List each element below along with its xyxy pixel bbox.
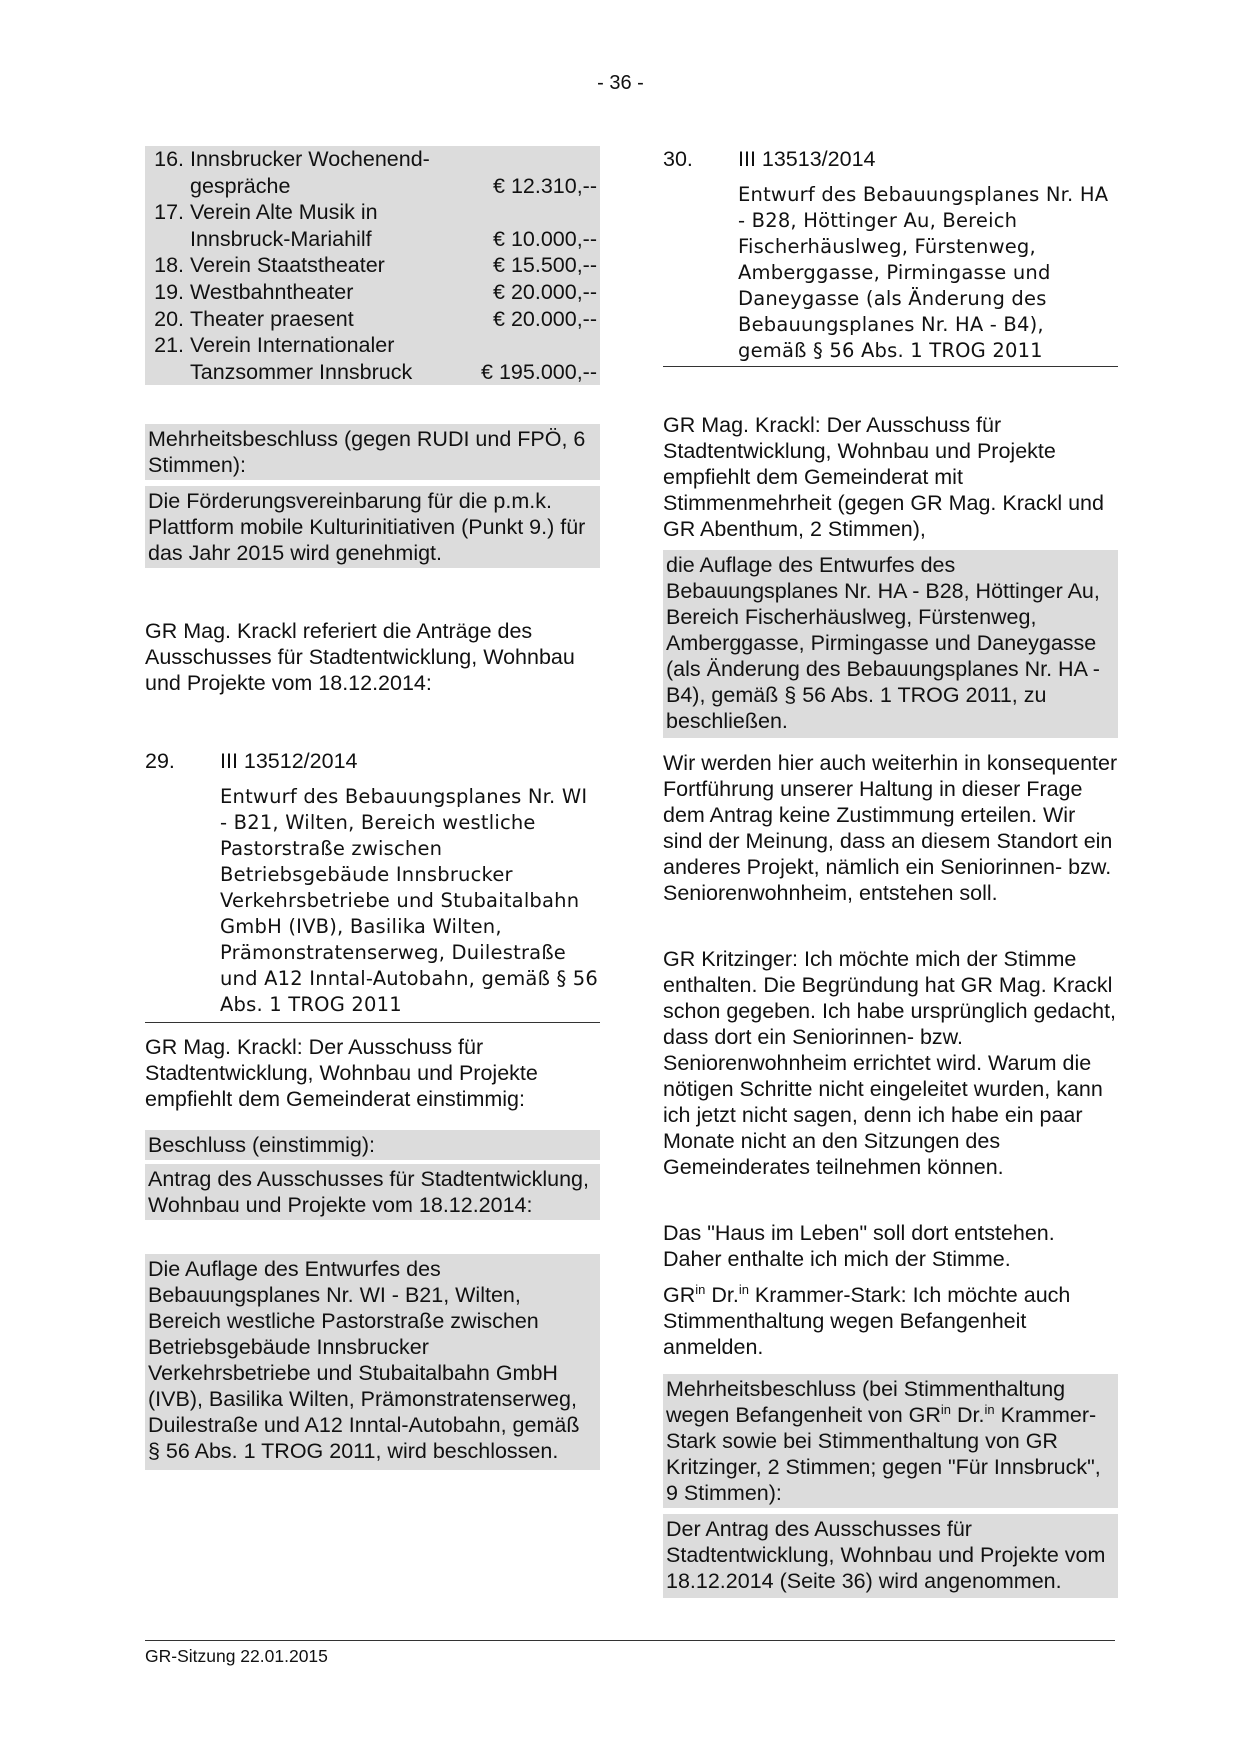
funding-box (145, 486, 600, 568)
grant-row (148, 279, 597, 306)
item-29-motion: Antrag des Ausschusses für Stadtentwicklung, Wohnbau und Projekte vom 18.12.2014: (148, 1167, 589, 1217)
grant-name: Innsbruck-Mariahilf (190, 226, 372, 251)
grant-row (148, 306, 597, 333)
grant-number: 17. (154, 200, 184, 225)
item-30-number: 30. (663, 147, 693, 171)
footer-text: GR-Sitzung 22.01.2015 (145, 1646, 328, 1666)
grant-number: 21. (154, 333, 184, 358)
grant-number: 18. (154, 253, 184, 278)
item-30-statement-4 (663, 1282, 1118, 1360)
item-30-ref: III 13513/2014 (738, 147, 876, 171)
grant-name: Theater praesent (190, 306, 354, 331)
grant-name: Tanzsommer Innsbruck (190, 359, 413, 384)
item-29-motion-box (145, 1164, 600, 1220)
item-30-decision: Mehrheitsbeschluss (bei Stimmenthaltung wegen Befangenheit von $GR^{in}$ Dr.$^{in}$ Krammer-Stark sowie bei Stimmenthaltung von GR Kritzinger, 2 Stimmen; gegen "Für Innsbruck", 9 Stimmen): (666, 1377, 1101, 1505)
item-30-statement-1 (663, 750, 1118, 906)
item-29-header (145, 748, 600, 1023)
grants-table (148, 146, 597, 385)
item-30-committee: GR Mag. Krackl: Der Ausschuss für Stadtentwicklung, Wohnbau und Projekte empfiehlt dem Gemeinderat mit Stimmenmehrheit (gegen GR Mag. Krackl und GR Abenthum, 2 Stimmen), (663, 413, 1104, 541)
referral-text: GR Mag. Krackl referiert die Anträge des Ausschusses für Stadtentwicklung, Wohnbau und Projekte vom 18.12.2014: (145, 619, 575, 695)
statement-2: GR Kritzinger: Ich möchte mich der Stimme enthalten. Die Begründung hat GR Mag. Krackl schon gegeben. Ich habe ursprünglich gedacht, dass dort ein Seniorinnen- bzw. Seniorenwohnheim errichtet wird. Warum die nötigen Schritte nicht eingeleitet wurden, kann ich jetzt nicht sagen, denn ich habe ein paar Monate nicht an den Sitzungen des Gemeinderates teilnehmen können. (663, 947, 1117, 1179)
item-29-decision-box (145, 1130, 600, 1160)
grant-name: Westbahntheater (190, 279, 354, 304)
item-29-resolution: Die Auflage des Entwurfes des Bebauungsplanes Nr. WI - B21, Wilten, Bereich westliche Pastorstraße zwischen Betriebsgebäude Innsbrucker Verkehrsbetriebe und Stubaitalbahn GmbH (IVB), Basilika Wilten, Prämonstratenserweg, Duilestraße und A12 Inntal-Autobahn, gemäß § 56 Abs. 1 TROG 2011, wird beschlossen. (148, 1257, 580, 1463)
grant-row (148, 199, 597, 226)
grant-number: 19. (154, 279, 184, 304)
grant-row (148, 359, 597, 386)
item-30-resolution-box (663, 1514, 1118, 1598)
item-30-header (663, 146, 1118, 367)
page-number: - 36 - (597, 72, 644, 94)
grant-name: Verein Alte Musik in (190, 200, 378, 225)
grant-row (148, 252, 597, 279)
footer-rule (145, 1640, 1115, 1641)
grant-amount: € 15.500,-- (493, 253, 597, 278)
item-30-title: Entwurf des Bebauungsplanes Nr. HA - B28, Höttinger Au, Bereich Fischerhäuslweg, Fürstenweg, Amberggasse, Pirmingasse und Daneygasse (als Änderung des Bebauungsplanes Nr. HA - B4), gemäß § 56 Abs. 1 TROG 2011 (738, 183, 1109, 362)
statement-1: Wir werden hier auch weiterhin in konsequenter Fortführung unserer Haltung in dieser Frage dem Antrag keine Zustimmung erteilen. Wir sind der Meinung, dass an diesem Standort ein anderes Projekt, nämlich ein Seniorinnen- bzw. Seniorenwohnheim, entstehen soll. (663, 751, 1118, 905)
grant-amount: € 20.000,-- (493, 306, 597, 331)
grant-amount: € 12.310,-- (493, 173, 597, 198)
item-29-decision: Beschluss (einstimmig): (148, 1133, 375, 1157)
grant-row (148, 146, 597, 173)
grant-name: Innsbrucker Wochenend- (190, 147, 430, 171)
item-29-committee-block (145, 1034, 600, 1112)
statement-4: $GR^{in}$ Dr.$^{in}$ Krammer-Stark: Ich möchte auch Stimmenthaltung wegen Befangenheit anmelden. (663, 1281, 1071, 1359)
grants-list (145, 146, 600, 385)
statement-3: Das "Haus im Leben" soll dort entstehen. Daher enthalte ich mich der Stimme. (663, 1221, 1055, 1271)
grant-name: Verein Internationaler (190, 333, 395, 358)
item-30-committee-block (663, 412, 1118, 542)
majority-decision-box (145, 424, 600, 480)
item-30-statement-2 (663, 946, 1118, 1180)
grant-amount: € 195.000,-- (481, 359, 597, 384)
grant-number: 20. (154, 306, 184, 331)
grant-row (148, 332, 597, 359)
item-30-motion-box (663, 550, 1118, 738)
item-29-ref: III 13512/2014 (220, 749, 358, 773)
item-30-decision-box (663, 1374, 1118, 1508)
item-29-number: 29. (145, 749, 175, 773)
funding-text: Die Förderungsvereinbarung für die p.m.k. Plattform mobile Kulturinitiativen (Punkt 9.) für das Jahr 2015 wird genehmigt. (148, 489, 586, 565)
grant-name: Verein Staatstheater (190, 253, 385, 278)
grant-amount: € 10.000,-- (493, 226, 597, 251)
item-29-committee: GR Mag. Krackl: Der Ausschuss für Stadtentwicklung, Wohnbau und Projekte empfiehlt dem Gemeinderat einstimmig: (145, 1035, 538, 1111)
majority-decision: Mehrheitsbeschluss (gegen RUDI und FPÖ, 6 Stimmen): (148, 427, 586, 477)
item-30-statement-3 (663, 1220, 1118, 1272)
grant-row (148, 226, 597, 253)
item-30-resolution: Der Antrag des Ausschusses für Stadtentwicklung, Wohnbau und Projekte vom 18.12.2014 (Seite 36) wird angenommen. (666, 1517, 1106, 1593)
grant-name: gespräche (190, 173, 291, 198)
item-29-resolution-box (145, 1254, 600, 1470)
item-30-motion: die Auflage des Entwurfes des Bebauungsplanes Nr. HA - B28, Höttinger Au, Bereich Fischerhäuslweg, Fürstenweg, Amberggasse, Pirmingasse und Daneygasse (als Änderung des Bebauungsplanes Nr. HA -B4), gemäß § 56 Abs. 1 TROG 2011, zu beschließen. (666, 553, 1100, 733)
grant-amount: € 20.000,-- (493, 279, 597, 304)
item-29-title: Entwurf des Bebauungsplanes Nr. WI - B21, Wilten, Bereich westliche Pastorstraße zwischen Betriebsgebäude Innsbrucker Verkehrsbetriebe und Stubaitalbahn GmbH (IVB), Basilika Wilten, Prämonstratenserweg, Duilestraße und A12 Inntal-Autobahn, gemäß § 56 Abs. 1 TROG 2011 (220, 785, 599, 1016)
referral-block (145, 618, 600, 696)
grant-row (148, 173, 597, 200)
grant-number: 16. (154, 147, 184, 171)
